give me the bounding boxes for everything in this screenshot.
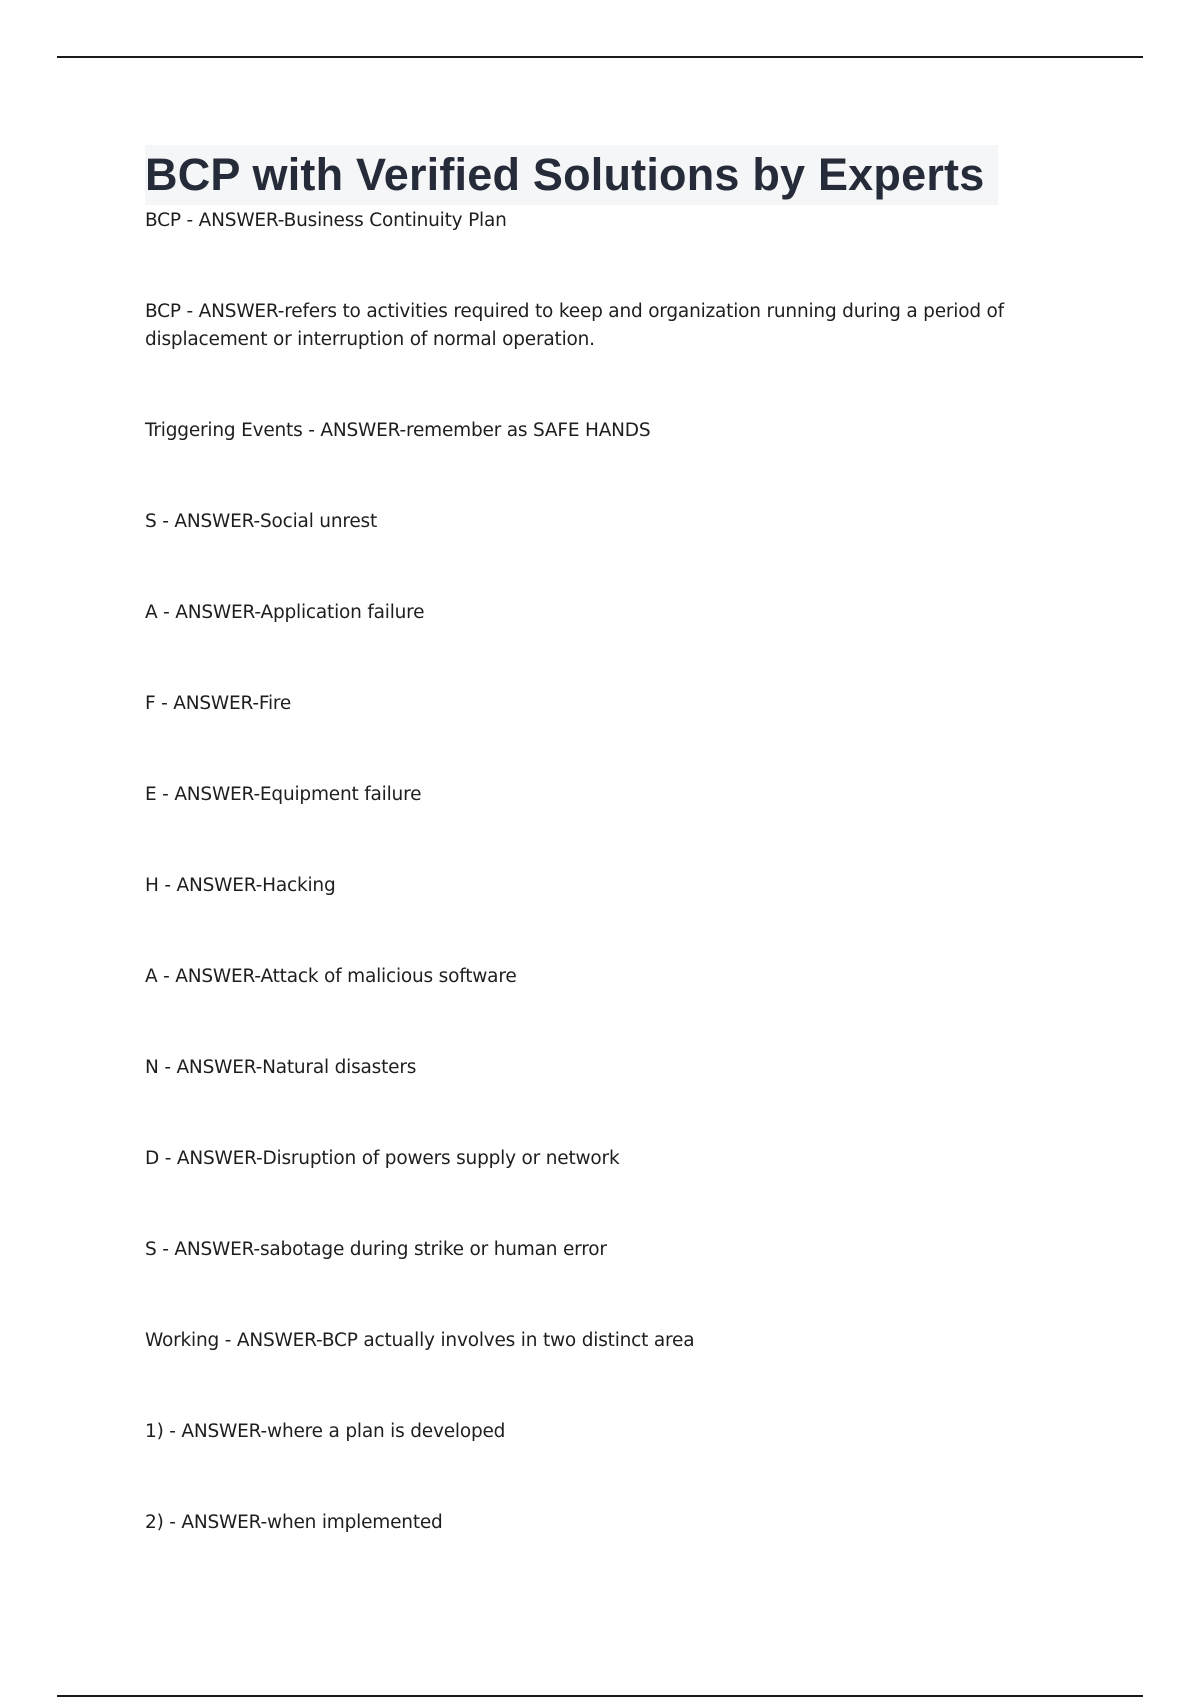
qa-entry: E - ANSWER-Equipment failure — [145, 784, 422, 805]
document-title: BCP with Verified Solutions by Experts — [145, 145, 998, 205]
footer-rule — [57, 1695, 1143, 1697]
qa-entry: A - ANSWER-Attack of malicious software — [145, 966, 517, 987]
qa-entry: Triggering Events - ANSWER-remember as SAFE HANDS — [145, 420, 651, 441]
qa-entry: H - ANSWER-Hacking — [145, 875, 336, 896]
qa-entry: F - ANSWER-Fire — [145, 693, 292, 714]
qa-entry: 2) - ANSWER-when implemented — [145, 1512, 443, 1533]
qa-entry: S - ANSWER-sabotage during strike or human error — [145, 1239, 607, 1260]
qa-entry: A - ANSWER-Application failure — [145, 602, 425, 623]
qa-entry: BCP - ANSWER-refers to activities required to keep and organization running during a period of displacement or interruption of normal operation. — [145, 301, 1004, 350]
qa-entry: N - ANSWER-Natural disasters — [145, 1057, 417, 1078]
qa-entry: S - ANSWER-Social unrest — [145, 511, 378, 532]
qa-entry: BCP - ANSWER-Business Continuity Plan — [145, 210, 507, 231]
header-rule — [57, 56, 1143, 58]
document-body — [145, 145, 1065, 1537]
qa-entry: Working - ANSWER-BCP actually involves in two distinct area — [145, 1330, 695, 1351]
qa-entry: 1) - ANSWER-where a plan is developed — [145, 1421, 506, 1442]
qa-entry: D - ANSWER-Disruption of powers supply or network — [145, 1148, 620, 1169]
